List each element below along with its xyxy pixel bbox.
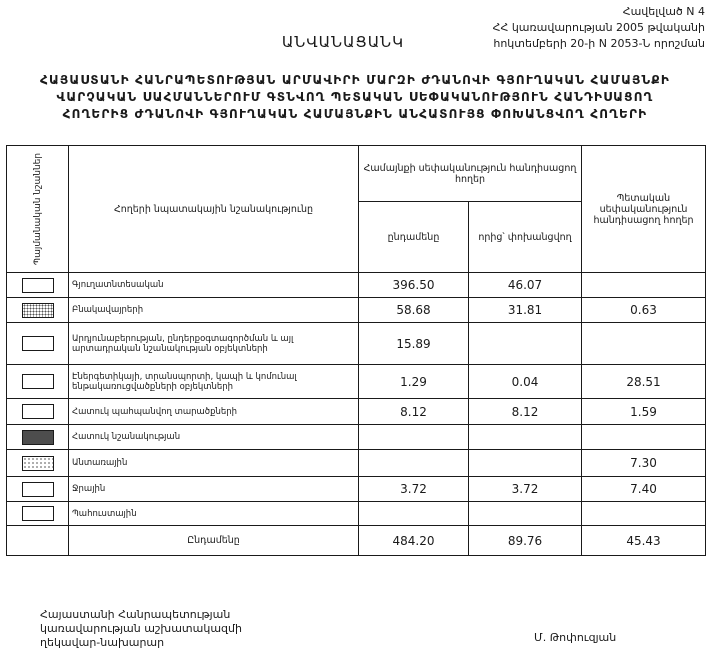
- row-transferred: 31.81: [469, 298, 582, 323]
- totals-total: 484.20: [359, 526, 469, 556]
- row-state: [582, 502, 706, 526]
- row-transferred: 46.07: [469, 273, 582, 298]
- table-row: [7, 323, 706, 365]
- row-label: Հատուկ նշանակության: [69, 425, 359, 450]
- symbol-cell: [7, 399, 69, 425]
- symbol-cell: [7, 273, 69, 298]
- row-state: [582, 273, 706, 298]
- row-state: 0.63: [582, 298, 706, 323]
- table-row: [7, 273, 706, 298]
- row-transferred: [469, 323, 582, 365]
- row-total: [359, 425, 469, 450]
- heading-line-2: ՎԱՐՉԱԿԱՆ ՍԱՀՄԱՆՆԵՐՈՒՄ ԳՏՆՎՈՂ ՊԵՏԱԿԱՆ ՍԵՓԱԿԱՆՈՒԹՅՈՒՆ ՀԱՆԴԻՍԱՑՈՂ: [56, 90, 654, 104]
- legend-swatch: [22, 278, 54, 293]
- row-label: Հատուկ պահպանվող տարածքների: [69, 399, 359, 425]
- row-total: 8.12: [359, 399, 469, 425]
- row-label: Էներգետիկայի, տրանսպորտի, կապի և կոմունալ ենթակառուցվածքների օբյեկտների: [69, 365, 359, 399]
- totals-state: 45.43: [582, 526, 706, 556]
- document-heading: [20, 72, 690, 123]
- transferred-header: որից՝ փոխանցվող: [469, 202, 582, 273]
- total-header: ընդամենը: [359, 202, 469, 273]
- table-row: [7, 399, 706, 425]
- purpose-header: Հողերի նպատակային նշանակությունը: [69, 146, 359, 273]
- row-transferred: [469, 450, 582, 477]
- heading-line-1: ՀԱՅԱՍՏԱՆԻ ՀԱՆՐԱՊԵՏՈՒԹՅԱՆ ԱՐՄԱՎԻՐԻ ՄԱՐԶԻ ԺԴԱՆՈՎԻ ԳՅՈՒՂԱԿԱՆ ՀԱՄԱՅՆՔԻ: [39, 73, 671, 87]
- symbols-header: Պայմանական նշաններ: [7, 146, 69, 273]
- footer-org-line-1: Հայաստանի Հանրապետության: [40, 608, 231, 621]
- legend-swatch: [22, 303, 54, 318]
- legend-swatch: [22, 430, 54, 445]
- row-label: Անտառային: [69, 450, 359, 477]
- annex-government: ՀՀ կառավարության 2005 թվականի: [492, 21, 705, 34]
- totals-symbol-cell: [7, 526, 69, 556]
- totals-row: [7, 526, 706, 556]
- row-total: 396.50: [359, 273, 469, 298]
- symbol-cell: [7, 298, 69, 323]
- annex-decision: հոկտեմբերի 20-ի N 2053-Ն որոշման: [493, 37, 705, 50]
- row-total: [359, 502, 469, 526]
- row-total: 1.29: [359, 365, 469, 399]
- row-total: 58.68: [359, 298, 469, 323]
- legend-swatch: [22, 456, 54, 471]
- row-transferred: 0.04: [469, 365, 582, 399]
- row-state: [582, 425, 706, 450]
- symbol-cell: [7, 477, 69, 502]
- legend-swatch: [22, 482, 54, 497]
- community-header: Համայնքի սեփականություն հանդիսացող հողեր: [359, 146, 582, 202]
- legend-swatch: [22, 336, 54, 351]
- legend-swatch: [22, 374, 54, 389]
- table-row: [7, 502, 706, 526]
- annex-reference: [420, 4, 705, 52]
- totals-transferred: 89.76: [469, 526, 582, 556]
- row-state: 7.40: [582, 477, 706, 502]
- table-row: [7, 365, 706, 399]
- document-title: ԱՆՎԱՆԱՑԱՆԿ: [281, 33, 405, 51]
- row-total: 3.72: [359, 477, 469, 502]
- symbol-cell: [7, 502, 69, 526]
- row-total: [359, 450, 469, 477]
- table-row: [7, 450, 706, 477]
- row-label: Բնակավայրերի: [69, 298, 359, 323]
- row-transferred: 8.12: [469, 399, 582, 425]
- footer-org-line-3: ղեկավար-նախարար: [40, 636, 165, 649]
- footer-org-line-2: կառավարության աշխատակազմի: [40, 622, 242, 635]
- symbol-cell: [7, 365, 69, 399]
- totals-label: Ընդամենը: [69, 526, 359, 556]
- row-label: Գյուղատնտեսական: [69, 273, 359, 298]
- row-label: Պահուստային: [69, 502, 359, 526]
- row-state: [582, 323, 706, 365]
- legend-swatch: [22, 506, 54, 521]
- table-row: [7, 298, 706, 323]
- land-table: [6, 145, 706, 556]
- row-state: 7.30: [582, 450, 706, 477]
- footer-organization: [40, 608, 242, 650]
- symbol-cell: [7, 450, 69, 477]
- row-state: 28.51: [582, 365, 706, 399]
- row-transferred: [469, 502, 582, 526]
- legend-swatch: [22, 404, 54, 419]
- symbol-cell: [7, 323, 69, 365]
- signature-name: Մ. Թոփուզյան: [534, 631, 617, 644]
- row-total: 15.89: [359, 323, 469, 365]
- row-state: 1.59: [582, 399, 706, 425]
- symbol-cell: [7, 425, 69, 450]
- row-transferred: [469, 425, 582, 450]
- state-header: Պետական սեփականություն հանդիսացող հողեր: [582, 146, 706, 273]
- table-header-row: [7, 146, 706, 202]
- table-row: [7, 425, 706, 450]
- row-transferred: 3.72: [469, 477, 582, 502]
- heading-line-3: ՀՈՂԵՐԻՑ ԺԴԱՆՈՎԻ ԳՅՈՒՂԱԿԱՆ ՀԱՄԱՅՆՔԻՆ ԱՆՀԱՏՈՒՅՑ ՓՈԽԱՆՑՎՈՂ ՀՈՂԵՐԻ: [62, 107, 648, 121]
- row-label: Ջրային: [69, 477, 359, 502]
- row-label: Արդյունաբերության, ընդերքօգտագործման և այլ արտադրական նշանակության օբյեկտների: [69, 323, 359, 365]
- table-row: [7, 477, 706, 502]
- annex-number: Հավելված N 4: [622, 5, 705, 18]
